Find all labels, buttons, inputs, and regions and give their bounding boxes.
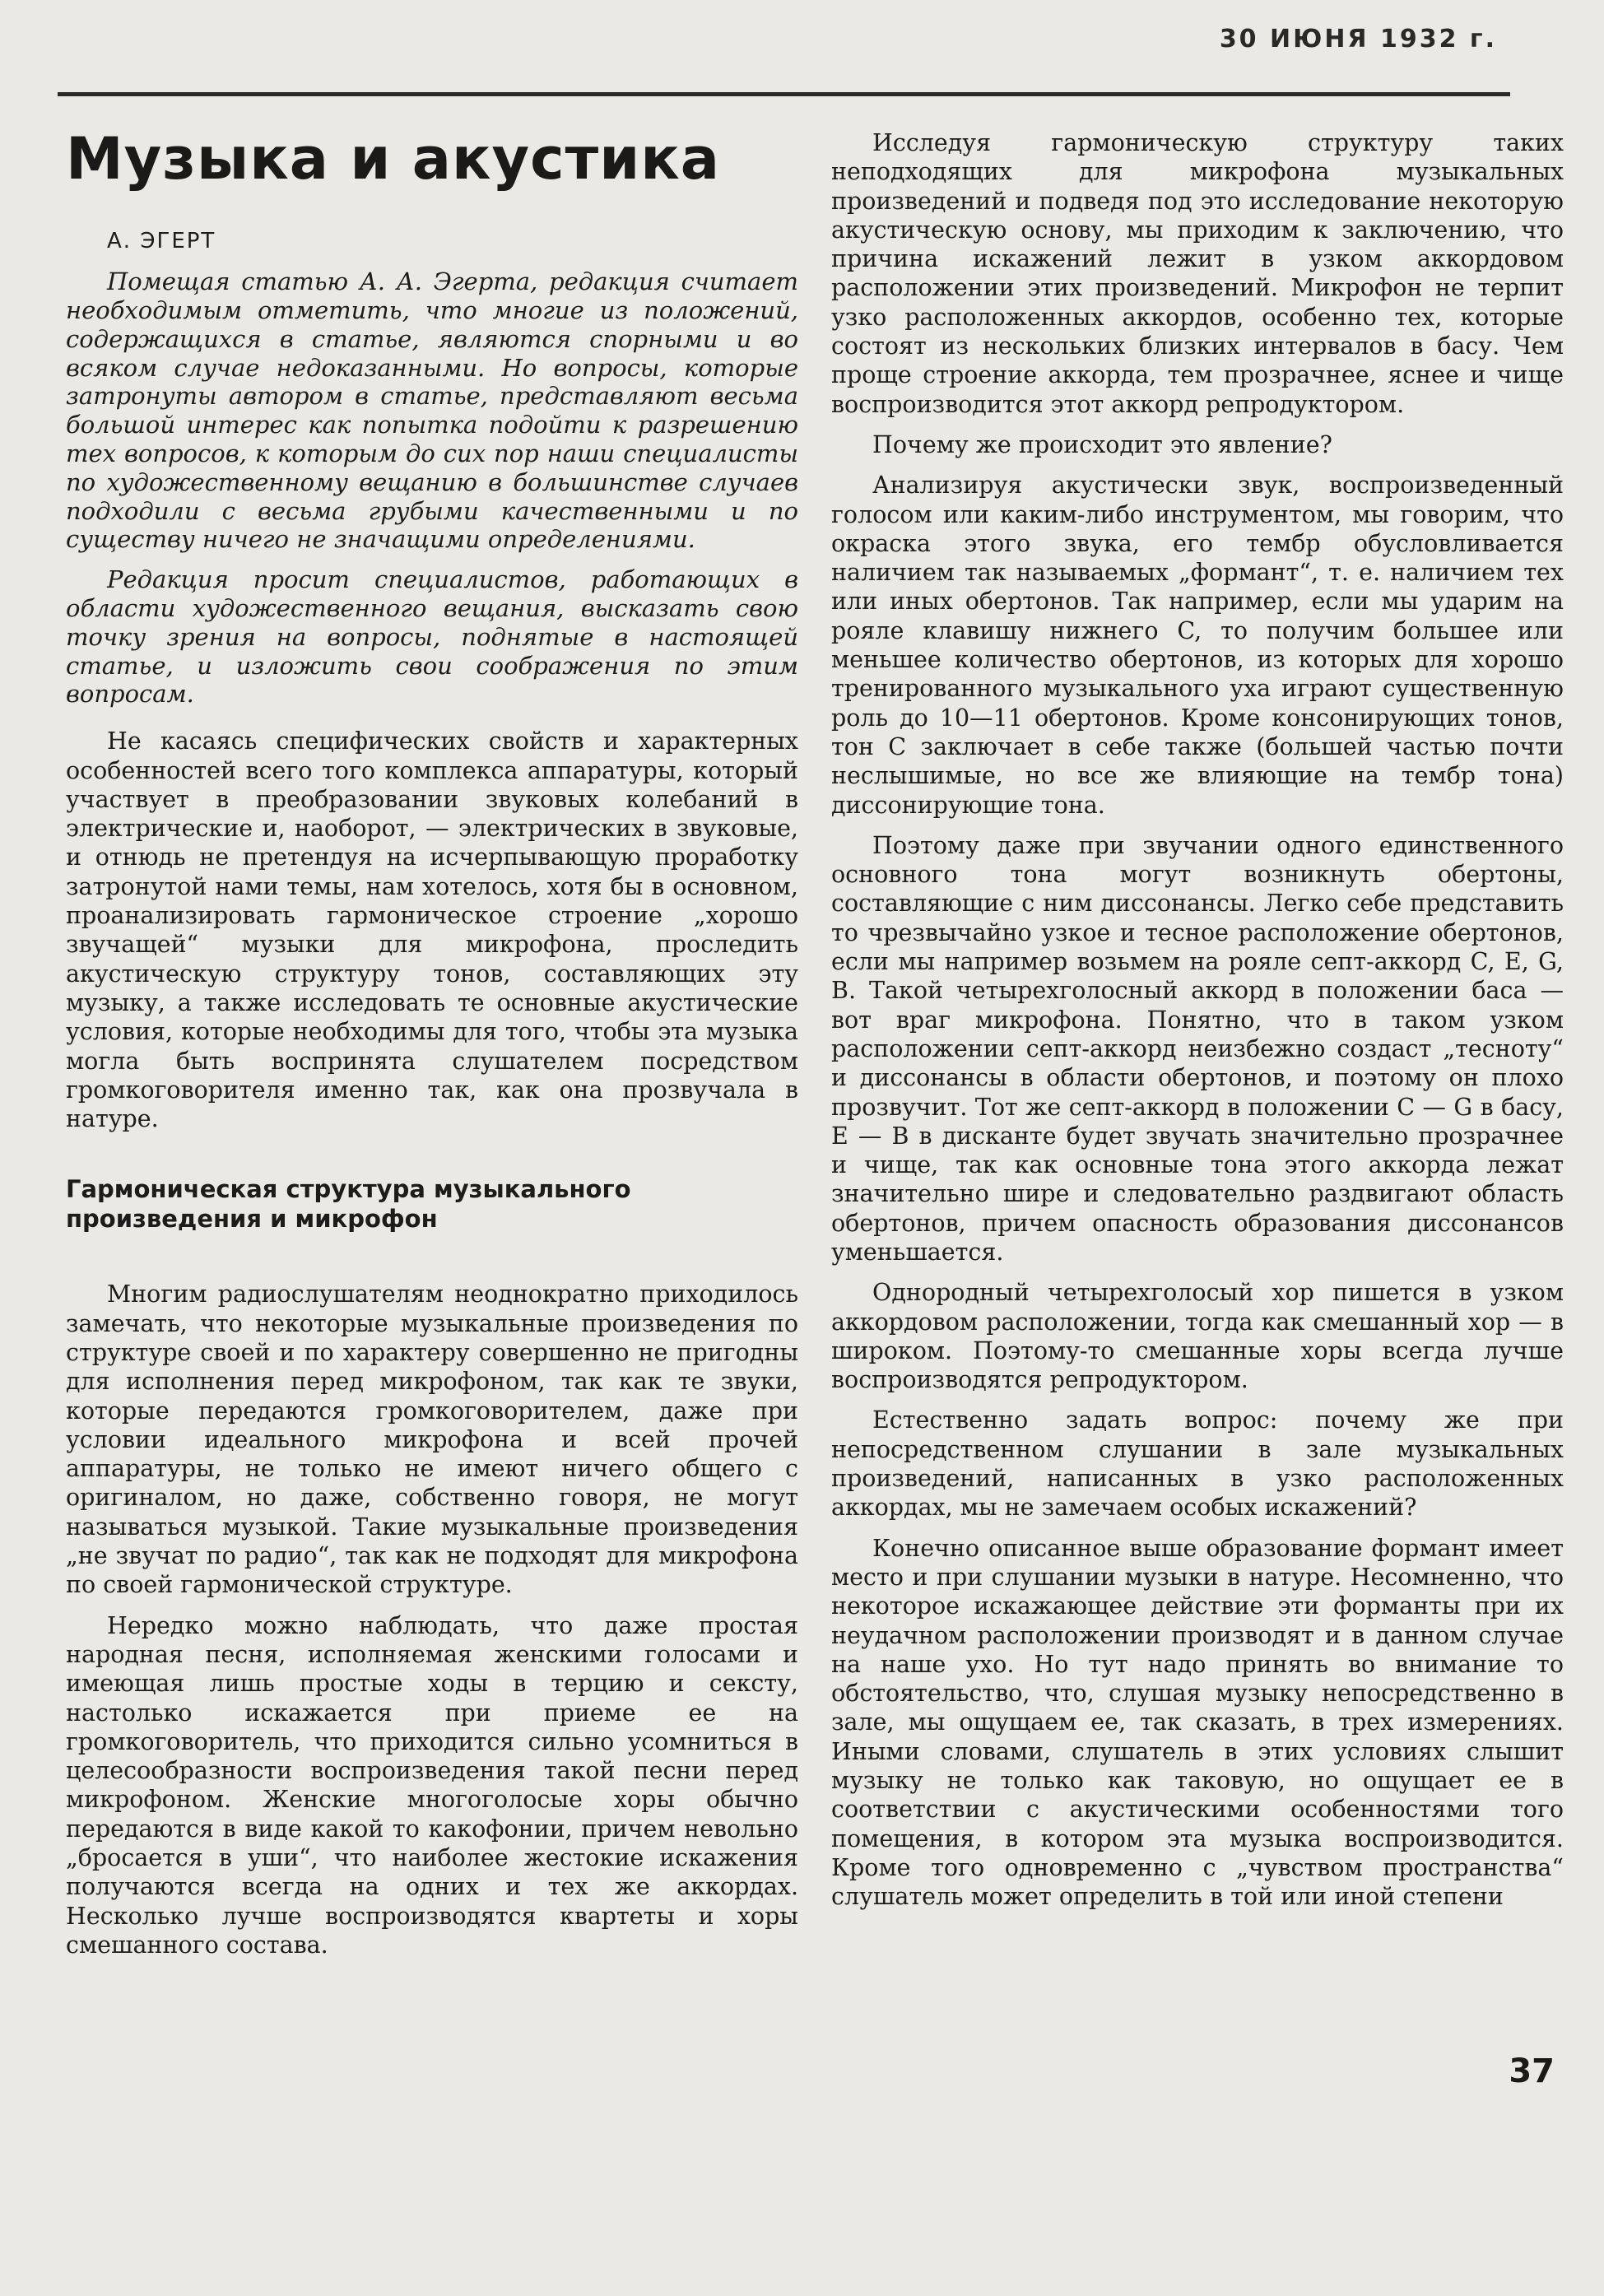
body-paragraph: Нередко можно наблюдать, что даже простая народная песня, исполняемая женскими голосами и имеющая лишь простые ходы в терцию и сексту, настолько искажается при приеме ее на громкоговоритель, что приходится сильно усомниться в целесообразности воспроизведения такой песни перед микрофоном. Женские многоголосые хоры обычно передаются в виде какой то какофонии, причем невольно „бросается в уши“, что наиболее жестокие искажения получаются всегда на одних и тех же аккордах. Несколько лучше воспроизводятся квартеты и хоры смешанного состава.: [66, 1611, 798, 1959]
right-column: [831, 128, 1564, 1923]
editorial-paragraph: Помещая статью А. А. Эгерта, редакция считает необходимым отметить, что многие из положений, содержащихся в статье, являются спорными и во всяком случае недоказанными. Но вопросы, которые затронуты автором в статье, представляют весьма большой интерес как попытка подойти к разрешению тех вопросов, к которым до сих пор наши специалисты по художественному вещанию в большинстве случаев подходили с весьма грубыми качественными и по существу ничего не значащими определениями.: [66, 267, 798, 554]
body-paragraph: Естественно задать вопрос: почему же при непосредственном слушании в зале музыкальных произведений, написанных в узко расположенных аккордах, мы не замечаем особых искажений?: [831, 1406, 1564, 1522]
body-paragraph: Исследуя гармоническую структуру таких неподходящих для микрофона музыкальных произведений и подведя под это исследование некоторую акустическую основу, мы приходим к заключению, что причина искажений лежит в узком аккордовом расположении этих произведений. Микрофон не терпит узко расположенных аккордов, особенно тех, которые состоят из нескольких близких интервалов в басу. Чем проще строение аккорда, тем прозрачнее, яснее и чище воспроизводится этот аккорд репродуктором.: [831, 129, 1564, 418]
issue-date: 30 ИЮНЯ 1932 г.: [1219, 25, 1497, 53]
body-paragraph: Почему же происходит это явление?: [872, 430, 1332, 458]
section-heading: Гармоническая структура музыкального произведения и микрофон: [66, 1175, 631, 1234]
body-paragraph: Однородный четырехголосый хор пишется в узком аккордовом расположении, тогда как смешанный хор — в широком. Поэтому-то смешанные хоры всегда лучше воспроизводятся репродуктором.: [831, 1279, 1564, 1394]
article-author: А. ЭГЕРТ: [107, 229, 216, 253]
body-paragraph: Многим радиослушателям неоднократно приходилось замечать, что некоторые музыкальные произведения по структуре своей и по характеру совершенно не пригодны для исполнения перед микрофоном, так как те звуки, которые передаются громкоговорителем, даже при условии идеального микрофона и всей прочей аппаратуры, не только не имеют ничего общего с оригиналом, но даже, собственно говоря, не могут называться музыкой. Такие музыкальные произведения „не звучат по радио“, так как не подходят для микрофона по своей гармонической структуре.: [66, 1280, 798, 1599]
left-column: [66, 123, 798, 1971]
page-number: 37: [1509, 2052, 1555, 2090]
editorial-paragraph: Редакция просит специалистов, работающих в области художественного вещания, высказать свою точку зрения на вопросы, поднятые в настоящей статье, и изложить свои соображения по этим вопросам.: [66, 565, 798, 709]
intro-paragraph: Не касаясь специфических свойств и характерных особенностей всего того комплекса аппаратуры, который участвует в преобразовании звуковых колебаний в электрические и, наоборот, — электрических в звуковые, и отнюдь не претендуя на исчерпывающую проработку затронутой нами темы, нам хотелось, хотя бы в основном, проанализировать гармоническое строение „хорошо звучащей“ музыки для микрофона, проследить акустическую структуру тонов, составляющих эту музыку, а также исследовать те основные акустические условия, которые необходимы для того, чтобы эта музыка могла быть воспринята слушателем посредством громкоговорителя именно так, как она прозвучала в натуре.: [66, 727, 798, 1133]
editorial-note: [66, 267, 798, 709]
body-paragraph: Поэтому даже при звучании одного единственного основного тона могут возникнуть обертоны, составляющие с ним диссонансы. Легко себе представить то чрезвычайно узкое и тесное расположение обертонов, если мы например возьмем на рояле септ-аккорд C, E, G, B. Такой четырехголосный аккорд в положении баса — вот враг микрофона. Понятно, что в таком узком расположении септ-аккорд неизбежно создаст „тесноту“ и диссонансы в области обертонов, и поэтому он плохо прозвучит. Тот же септ-аккорд в положении C — G в басу, E — B в дисканте будет звучать значительно прозрачнее и чище, так как основные тона этого аккорда лежат значительно шире и следовательно раздвигают область обертонов, причем опасность образования диссонансов уменьшается.: [831, 831, 1564, 1266]
body-paragraph: Конечно описанное выше образование формант имеет место и при слушании музыки в натуре. Несомненно, что некоторое искажающее действие эти форманты при их неудачном расположении производят и в данном случае на наше ухо. Но тут надо принять во внимание то обстоятельство, что, слушая музыку непосредственно в зале, мы ощущаем ее, так сказать, в трех измерениях. Иными словами, слушатель в этих условиях слышит музыку не только как таковую, но ощущает ее в соответствии с акустическими особенностями того помещения, в котором эта музыка воспроизводится. Кроме того одновременно с „чувством пространства“ слушатель может определить в той или иной степени: [831, 1534, 1564, 1911]
body-paragraph: Анализируя акустически звук, воспроизведенный голосом или каким-либо инструментом, мы говорим, что окраска этого звука, его тембр обусловливается наличием так называемых „формант“, т. е. наличием тех или иных обертонов. Так например, если мы ударим на рояле клавишу нижнего C, то получим большее или меньшее количество обертонов, из которых для хорошо тренированного музыкального уха играют существенную роль до 10—11 обертонов. Кроме консонирующих тонов, тон C заключает в себе также (большей частью почти неслышимые, но все же влияющие на тембр тона) диссонирующие тона.: [831, 472, 1564, 819]
header-rule: [58, 92, 1510, 96]
article-title: Музыка и акустика: [66, 125, 721, 193]
